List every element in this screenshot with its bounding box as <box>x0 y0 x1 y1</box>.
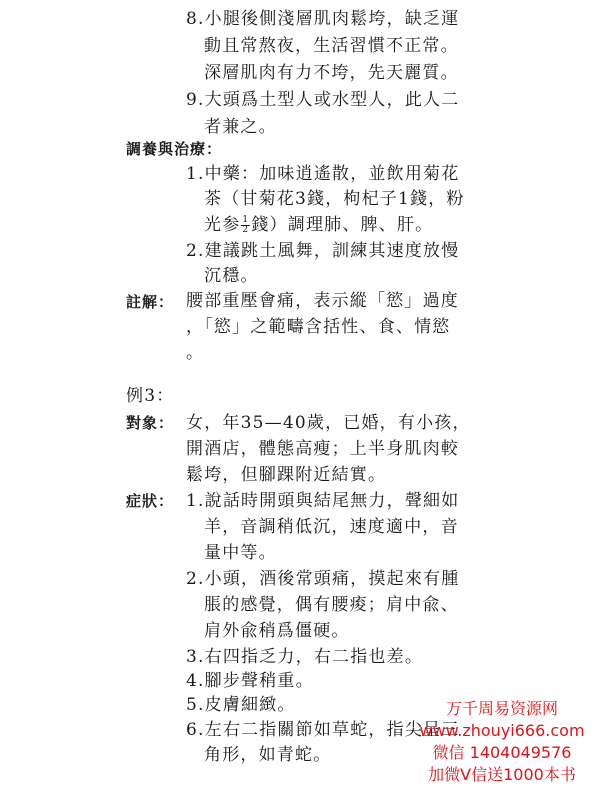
treatment-1-line-3 <box>204 214 433 236</box>
fraction-numerator: 1 <box>242 215 250 225</box>
note-line-2: ，「慾」之範疇含括性、食、情慾 <box>186 317 451 337</box>
symptom-2-line-1: 2.小頭，酒後常頭痛，摸起來有腫 <box>186 569 460 589</box>
watermark <box>407 698 597 786</box>
symptom-2-line-3: 肩外兪稍爲僵硬。 <box>204 621 350 641</box>
treatment-1-line-3-start: 光参 <box>204 215 241 235</box>
watermark-wechat: 微信 1404049576 <box>432 743 572 762</box>
watermark-offer: 加微V信送1000本书 <box>428 765 576 784</box>
symptom-6-line-2: 角形，如青蛇。 <box>204 745 332 765</box>
item-8-line-1: 8.小腿後側淺層肌肉鬆垮，缺乏運 <box>186 9 460 29</box>
subject-line-3: 鬆垮，但腳踝附近結實。 <box>186 465 387 485</box>
treatment-2-line-1: 2.建議跳土風舞，訓練其速度放慢 <box>186 241 460 261</box>
symptom-3: 3.右四指乏力，右二指也差。 <box>186 647 424 667</box>
treatment-label: 調養與治療： <box>126 140 223 158</box>
symptom-5: 5.皮膚細緻。 <box>186 695 296 715</box>
fraction-denominator: 2 <box>242 225 250 235</box>
item-9-line-2: 者兼之。 <box>204 117 277 137</box>
note-line-1: 腰部重壓會痛，表示縱「慾」過度 <box>186 291 459 311</box>
fraction-half <box>241 216 250 235</box>
symptom-1-line-3: 量中等。 <box>204 543 277 563</box>
item-9-line-1: 9.大頭爲土型人或水型人，此人二 <box>186 90 460 110</box>
subject-line-1: 女，年35—40歲，已婚，有小孩， <box>186 413 471 433</box>
symptom-label: 症狀： <box>126 492 175 510</box>
treatment-2-line-2: 沉穩。 <box>204 266 259 286</box>
watermark-url: www.zhouyi666.com <box>419 721 585 740</box>
note-label: 註解： <box>126 293 175 311</box>
symptom-1-line-1: 1.說話時開頭與結尾無力，聲細如 <box>186 491 460 511</box>
watermark-site-name: 万千周易资源网 <box>445 699 558 718</box>
treatment-1-line-1: 1.中藥：加味逍遙散，並飲用菊花 <box>186 164 460 184</box>
item-8-line-2: 動且常熬夜，生活習慣不正常。 <box>204 36 459 56</box>
item-8-line-3: 深層肌肉有力不垮，先天麗質。 <box>204 63 459 83</box>
symptom-2-line-2: 脹的感覺，偶有腰痠；肩中兪、 <box>204 595 459 615</box>
treatment-1-line-3-end: 錢）調理肺、脾、肝。 <box>251 215 434 235</box>
note-line-3: 。 <box>186 343 205 363</box>
subject-line-2: 開酒店，體態高瘦；上半身肌肉較 <box>186 439 459 459</box>
symptom-1-line-2: 羊，音調稍低沉，速度適中，音 <box>204 517 459 537</box>
subject-label: 對象： <box>126 414 175 432</box>
case-3-heading: 例3： <box>126 386 175 406</box>
symptom-6-line-1: 6.左右二指關節如草蛇，指尖呈三 <box>186 720 460 740</box>
symptom-4: 4.腳步聲稍重。 <box>186 671 314 691</box>
treatment-1-line-2: 茶（甘菊花3錢，枸杞子1錢，粉 <box>204 189 465 209</box>
